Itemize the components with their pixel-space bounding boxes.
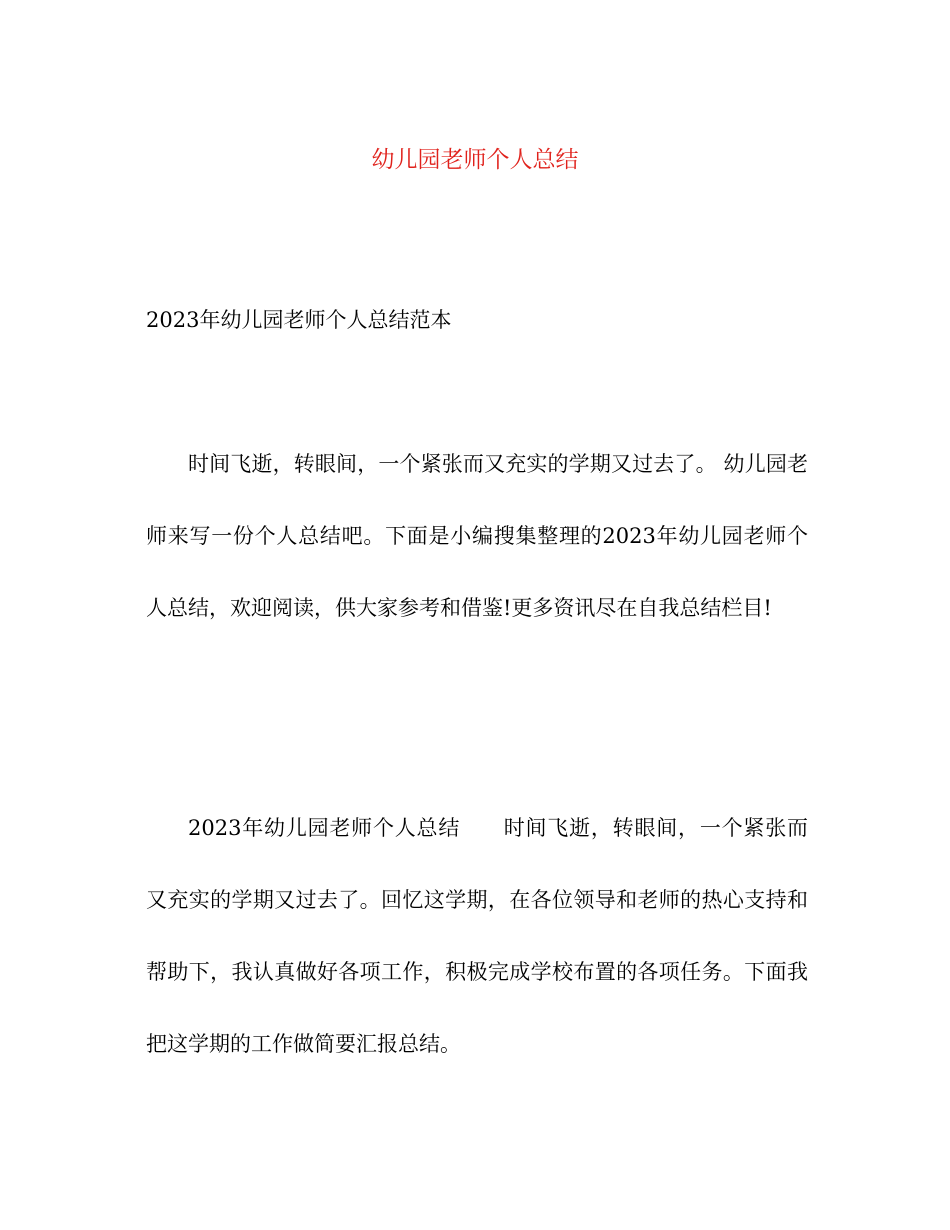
document-title: 幼儿园老师个人总结 [371, 147, 579, 173]
body-paragraph-intro: 时间飞逝，转眼间，一个紧张而又充实的学期又过去了。 幼儿园老师来写一份个人总结吧。下面是小编搜集整理的2023年幼儿园老师个人总结，欢迎阅读，供大家参考和借鉴!更多资讯尽在自我总结栏目! [146, 452, 808, 620]
document-subtitle: 2023年幼儿园老师个人总结范本 [146, 308, 452, 332]
body-paragraph-summary: 2023年幼儿园老师个人总结 时间飞逝，转眼间，一个紧张而又充实的学期又过去了。回忆这学期，在各位领导和老师的热心支持和帮助下，我认真做好各项工作，积极完成学校布置的各项任务。下面我把这学期的工作做简要汇报总结。 [146, 816, 808, 1056]
